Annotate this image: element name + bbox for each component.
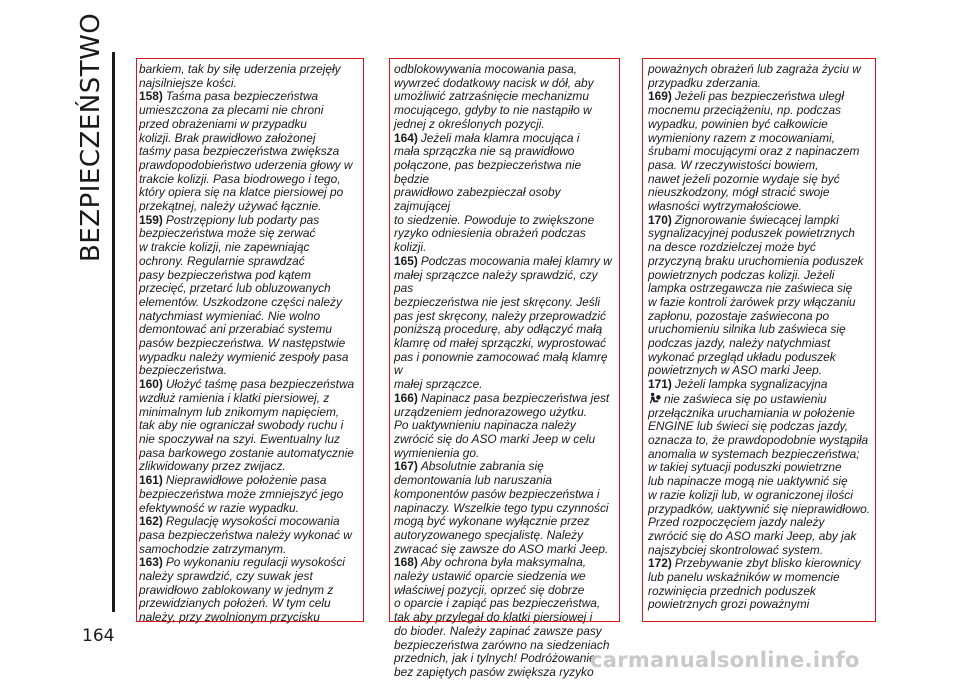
line-text: komponentów pasów bezpieczeństwa i [394, 486, 600, 501]
text-column-2 [394, 63, 619, 680]
line-text: rozwinięcia przednich poduszek [648, 583, 816, 598]
text-line [648, 351, 876, 365]
line-text: połączone, pas bezpieczeństwa nie będzie [394, 157, 582, 186]
line-text: wymienienia go. [394, 445, 480, 460]
line-text: trakcie kolizji. Pasa biodrowego i tego, [139, 171, 341, 186]
text-line [139, 488, 363, 502]
line-text: Przebywanie zbyt blisko kierownicy [674, 556, 861, 571]
warning-number: 170) [648, 212, 672, 227]
text-line [139, 611, 363, 625]
text-line [648, 255, 876, 269]
warning-number: 172) [648, 556, 672, 571]
line-text: tak aby przylegał do klatki piersiowej i [394, 610, 593, 625]
text-line [394, 63, 619, 77]
line-text: minimalnym lub znikomym napięciem, [139, 404, 340, 419]
text-line [139, 310, 363, 324]
warning-number: 165) [394, 253, 418, 268]
text-line [394, 118, 619, 132]
line-text: Nieprawidłowe położenie pasa [165, 473, 327, 488]
text-line [648, 407, 876, 421]
line-text: małej sprzączce. [394, 377, 483, 392]
warning-number: 163) [139, 555, 163, 570]
text-line [648, 475, 876, 489]
line-text: poważnych obrażeń lub zagraża życiu w [648, 62, 861, 76]
line-text: właściwej pozycji, oprzeć się dobrze [394, 582, 585, 597]
line-text: w fazie kontroli żarówek przy włączaniu [648, 294, 856, 309]
line-text: pasów bezpieczeństwa. W następstwie [139, 336, 346, 351]
text-line [394, 611, 619, 625]
text-line [648, 186, 876, 200]
text-line [394, 556, 619, 570]
text-line [648, 269, 876, 283]
text-line [394, 159, 619, 186]
line-text: pasa bezpieczeństwa należy wykonać w [139, 527, 352, 542]
line-text: należy sprawdzić, czy suwak jest [139, 569, 313, 584]
line-text: bezpieczeństwa zarówno na siedzeniach [394, 637, 610, 652]
line-text: Aby ochrona była maksymalna, [420, 555, 587, 570]
line-text: o oparcie i zapiąć pas bezpieczeństwa, [394, 596, 601, 611]
line-text: bezpieczeństwa nie jest skręcony. Jeśli [394, 294, 600, 309]
warning-number: 161) [139, 473, 163, 488]
line-text: nie spoczywał na szyi. Ewentualny luz [139, 431, 340, 446]
text-line [139, 296, 363, 310]
text-line [139, 214, 363, 228]
watermark: carmanualsonline.info [590, 648, 860, 672]
line-text: jednej z określonych pozycji. [394, 116, 545, 131]
text-line [139, 570, 363, 584]
line-text: nawet jeżeli pozornie wydaje się być [648, 171, 840, 186]
page-number: 164 [82, 626, 115, 646]
line-text: przyczyną braku uruchomienia poduszek [648, 253, 864, 268]
text-line [139, 173, 363, 187]
text-line [139, 392, 363, 406]
text-line [139, 433, 363, 447]
text-line [139, 104, 363, 118]
line-text: autoryzowanego specjalistę. Należy [394, 527, 584, 542]
line-text: elementów. Uszkodzone części należy [139, 294, 342, 309]
line-text: przed obrażeniami w przypadku [139, 116, 307, 131]
text-line [648, 104, 876, 118]
line-text: nieuszkodzony, mógł stracić swoje [648, 185, 830, 200]
line-text: Napinacz pasa bezpieczeństwa jest [420, 390, 610, 405]
line-text: prawidłowo zabezpieczał osoby zajmującej [394, 185, 561, 214]
section-divider [112, 52, 115, 612]
text-line [648, 241, 876, 255]
text-line [394, 570, 619, 584]
text-line [394, 392, 619, 406]
text-line [648, 544, 876, 558]
warning-number: 158) [139, 89, 163, 104]
text-line [394, 639, 619, 653]
warning-number: 169) [648, 89, 672, 104]
text-line [394, 529, 619, 543]
text-line [139, 378, 363, 392]
line-text: pasy bezpieczeństwa pod kątem [139, 267, 311, 282]
line-text: kolizji. Brak prawidłowo założonej [139, 130, 316, 145]
line-text: najszybciej skontrolować system. [648, 542, 824, 557]
text-line [394, 310, 619, 324]
line-text: odblokowywania mocowania pasa, [394, 62, 578, 76]
line-text: bezpieczeństwa. [139, 363, 227, 378]
text-line [394, 378, 619, 392]
text-line [139, 323, 363, 337]
line-text: wypadku, powinien być całkowicie [648, 116, 828, 131]
text-line [394, 214, 619, 228]
line-text: bez zapiętych pasów zwiększa ryzyko [394, 664, 594, 679]
line-text: przekątnej, należy używać łącznie. [139, 199, 322, 214]
text-line [139, 556, 363, 570]
text-column-3 [648, 63, 876, 612]
text-line [394, 419, 619, 433]
line-text: mocującego, gdyby to nie nastąpiło w [394, 103, 592, 118]
line-text: Postrzępiony lub podarty pas [165, 212, 320, 227]
line-text: należy ustawić oparcie siedzenia we [394, 569, 586, 584]
text-line [648, 282, 876, 296]
line-text: Ułożyć taśmę pasa bezpieczeństwa [165, 377, 355, 392]
line-text: do bioder. Należy zapinać zawsze pasy [394, 623, 602, 638]
line-text: ryzyko odniesienia obrażeń podczas [394, 226, 586, 241]
text-line [139, 186, 363, 200]
text-line [139, 145, 363, 159]
text-line [394, 625, 619, 639]
text-line [394, 296, 619, 310]
line-text: przednich, jak i tylnych! Podróżowanie [394, 651, 596, 666]
text-line [139, 515, 363, 529]
text-line [394, 502, 619, 516]
line-text: uruchomieniu silnika lub zaświeca się [648, 322, 846, 337]
line-text: zlikwidowany przez zwijacz. [139, 459, 286, 474]
line-text: przypadków, uaktywnić się nieprawidłowo. [648, 501, 871, 516]
text-line [648, 63, 876, 77]
line-text: bezpieczeństwa może się zerwać [139, 226, 316, 241]
warning-number: 171) [648, 377, 672, 392]
warning-number: 166) [394, 390, 418, 405]
line-text: mogą być wykonane wyłącznie przez [394, 514, 590, 529]
text-line [394, 145, 619, 159]
text-line [139, 269, 363, 283]
line-text: lub panelu wskaźników w momencie [648, 570, 840, 585]
text-line [394, 132, 619, 146]
line-text: wypadku należy wymienić zespoły pasa [139, 349, 349, 364]
line-text: umożliwić zatrzaśnięcie mechanizmu [394, 89, 589, 104]
line-text: urządzeniem jednorazowego użytku. [394, 404, 588, 419]
line-text: zwrócić się do ASO marki Jeep w celu [394, 431, 596, 446]
line-text: w trakcie kolizji, nie zapewniając [139, 240, 310, 255]
text-line [139, 159, 363, 173]
text-line [394, 90, 619, 104]
text-line [648, 323, 876, 337]
text-line [139, 364, 363, 378]
line-text: przypadku zderzania. [648, 75, 762, 90]
text-line [648, 434, 876, 448]
warning-number: 159) [139, 212, 163, 227]
text-line [139, 241, 363, 255]
text-line [648, 516, 876, 530]
line-text: pasa. W rzeczywistości bowiem, [648, 157, 819, 172]
text-line [139, 77, 363, 91]
text-line [139, 502, 363, 516]
line-text: lampka ostrzegawcza nie zaświeca się [648, 281, 853, 296]
line-text: lub napinacze mogą nie uaktywnić się [648, 474, 848, 489]
text-line [139, 90, 363, 104]
line-text: wymieniony razem z mocowaniami, [648, 130, 836, 145]
line-text: który opiera się na klatce piersiowej po [139, 185, 344, 200]
text-line [648, 489, 876, 503]
text-line [648, 77, 876, 91]
text-line [648, 337, 876, 351]
line-text: ENGINE lub świeci się podczas jazdy, [648, 419, 849, 434]
text-line [394, 515, 619, 529]
line-text: mocnemu przeciążeniu, np. podczas [648, 103, 841, 118]
warning-number: 167) [394, 459, 418, 474]
line-text: to siedzenie. Powoduje to zwiększone [394, 212, 595, 227]
text-line [394, 77, 619, 91]
line-text: wywrzeć dodatkowy nacisk w dół, aby [394, 75, 594, 90]
line-text: bezpieczeństwa może zmniejszyć jego [139, 486, 344, 501]
line-text: barkiem, tak by siłę uderzenia przejęły [139, 62, 341, 76]
text-line [394, 269, 619, 296]
line-text: zwracać się zawsze do ASO marki Jeep. [394, 541, 609, 556]
text-line [648, 448, 876, 462]
text-line [139, 406, 363, 420]
line-text: Zignorowanie świecącej lampki [674, 212, 839, 227]
text-line [394, 323, 619, 337]
line-text: poniższą procedurę, aby odłączyć małą [394, 322, 603, 337]
text-line [394, 447, 619, 461]
line-text: zapłonu, pozostaje zaświecona po [648, 308, 830, 323]
text-line [648, 585, 876, 599]
line-text: mała sprzączka nie są prawidłowo [394, 144, 575, 159]
line-text: przewidzianych położeń. W tym celu [139, 596, 331, 611]
text-line [139, 474, 363, 488]
line-text: Po uaktywnieniu napinacza należy [394, 418, 576, 433]
text-line [394, 255, 619, 269]
text-line [139, 419, 363, 433]
line-text: zwrócić się do ASO marki Jeep, aby jak [648, 528, 857, 543]
line-text: najsilniejsze kości. [139, 75, 237, 90]
text-line [648, 227, 876, 241]
line-text: tak aby nie ograniczał swobody ruchu i [139, 418, 344, 433]
line-text: Przed rozpoczęciem jazdy należy [648, 515, 825, 530]
text-line [648, 378, 876, 392]
text-line [139, 255, 363, 269]
text-line [394, 652, 619, 666]
text-line [139, 543, 363, 557]
text-line [648, 214, 876, 228]
line-text: małej sprzączce należy sprawdzić, czy pas [394, 267, 598, 296]
line-text: kolizji. [394, 240, 427, 255]
text-line [139, 227, 363, 241]
line-text: sygnalizacyjnej poduszek powietrznych [648, 226, 855, 241]
text-line [648, 420, 876, 434]
line-text: powietrznych w ASO marki Jeep. [648, 363, 823, 378]
airbag-warning-icon [648, 392, 661, 405]
line-text: pasa barkowego zostanie automatycznie [139, 445, 354, 460]
line-text: Jeżeli mała klamra mocująca i [420, 130, 580, 145]
text-line [394, 337, 619, 351]
line-text: prawidłowo zablokowany w jednym z [139, 582, 334, 597]
text-line [394, 241, 619, 255]
text-line [648, 90, 876, 104]
warning-number: 162) [139, 514, 163, 529]
warning-number: 168) [394, 555, 418, 570]
line-text: demontować ani przerabiać systemu [139, 322, 332, 337]
line-text: Absolutnie zabrania się [420, 459, 544, 474]
text-line [648, 530, 876, 544]
line-text: demontowania lub naruszania [394, 473, 552, 488]
text-line [648, 159, 876, 173]
text-line [394, 597, 619, 611]
line-text: anomalia w systemach bezpieczeństwa; [648, 446, 860, 461]
text-line [394, 186, 619, 213]
line-text: natychmiast wymieniać. Nie wolno [139, 308, 321, 323]
section-title: BEZPIECZEŃSTWO [76, 12, 106, 262]
text-line [648, 598, 876, 612]
text-line [648, 392, 876, 407]
line-text: prawdopodobieństwo uderzenia głowy w [139, 157, 353, 172]
line-text: przecięć, przetarć lub obluzowanych [139, 281, 331, 296]
text-line [394, 666, 619, 680]
text-line [139, 460, 363, 474]
text-line [648, 503, 876, 517]
line-text: taśmy pasa bezpieczeństwa zwiększa [139, 144, 340, 159]
line-text: w razie kolizji lub, w ograniczonej ilości [648, 487, 853, 502]
text-line [648, 310, 876, 324]
text-line [139, 200, 363, 214]
text-line [394, 474, 619, 488]
warning-number: 160) [139, 377, 163, 392]
text-line [648, 557, 876, 571]
line-text: na desce rozdzielczej może być [648, 240, 816, 255]
text-line [394, 351, 619, 378]
text-line [648, 145, 876, 159]
text-line [648, 364, 876, 378]
text-line [139, 584, 363, 598]
line-text: Po wykonaniu regulacji wysokości [165, 555, 345, 570]
text-line [139, 118, 363, 132]
text-line [394, 584, 619, 598]
text-line [648, 296, 876, 310]
text-line [648, 118, 876, 132]
text-line [648, 132, 876, 146]
text-line [648, 461, 876, 475]
line-text: Taśma pasa bezpieczeństwa [165, 89, 319, 104]
text-line [394, 104, 619, 118]
text-line [139, 597, 363, 611]
line-text: Podczas mocowania małej klamry w [420, 253, 612, 268]
line-text: efektywność w razie wypadku. [139, 500, 299, 515]
line-text: powietrznych grozi poważnymi [648, 597, 810, 612]
text-line [139, 63, 363, 77]
text-line [394, 543, 619, 557]
text-line [139, 351, 363, 365]
line-text: pas jest skręcony, należy przeprowadzić [394, 308, 606, 323]
text-line [648, 200, 876, 214]
line-text: należy, przy zwolnionym przycisku [139, 610, 320, 625]
text-line [139, 337, 363, 351]
line-text: wzdłuż ramienia i klatki piersiowej, z [139, 390, 330, 405]
text-line [394, 460, 619, 474]
text-line [394, 406, 619, 420]
line-text: nie zaświeca się po ustawieniu [664, 391, 827, 406]
line-text: własności wytrzymałościowe. [648, 199, 802, 214]
line-text: klamrę od małej sprzączki, wyprostować [394, 336, 607, 351]
line-text: samochodzie zatrzymanym. [139, 541, 287, 556]
line-text: wykonać przegląd układu poduszek [648, 349, 836, 364]
line-text: ochrony. Regularnie sprawdzać [139, 253, 305, 268]
text-line [394, 227, 619, 241]
line-text: w takiej sytuacji poduszki powietrzne [648, 460, 842, 475]
line-text: Regulację wysokości mocowania [165, 514, 340, 529]
line-text: śrubami mocującymi oraz z napinaczem [648, 144, 860, 159]
text-line [648, 173, 876, 187]
line-text: Jeżeli lampka sygnalizacyjna [674, 377, 828, 392]
line-text: podczas jazdy, należy natychmiast [648, 336, 831, 351]
line-text: przełącznika uruchamiania w położenie [648, 405, 855, 420]
line-text: powietrznych podczas kolizji. Jeżeli [648, 267, 835, 282]
text-line [139, 282, 363, 296]
text-line [648, 571, 876, 585]
text-line [139, 447, 363, 461]
text-line [394, 488, 619, 502]
line-text: Jeżeli pas bezpieczeństwa uległ [674, 89, 845, 104]
line-text: pas i ponownie zamocować małą klamrę w [394, 349, 608, 378]
warning-number: 164) [394, 130, 418, 145]
text-line [139, 529, 363, 543]
line-text: napinaczy. Wszelkie tego typu czynności [394, 500, 609, 515]
text-line [139, 132, 363, 146]
text-line [394, 433, 619, 447]
line-text: umieszczona za plecami nie chroni [139, 103, 324, 118]
line-text: oznacza to, że prawdopodobnie wystąpiła [648, 432, 869, 447]
text-column-1 [139, 63, 363, 625]
